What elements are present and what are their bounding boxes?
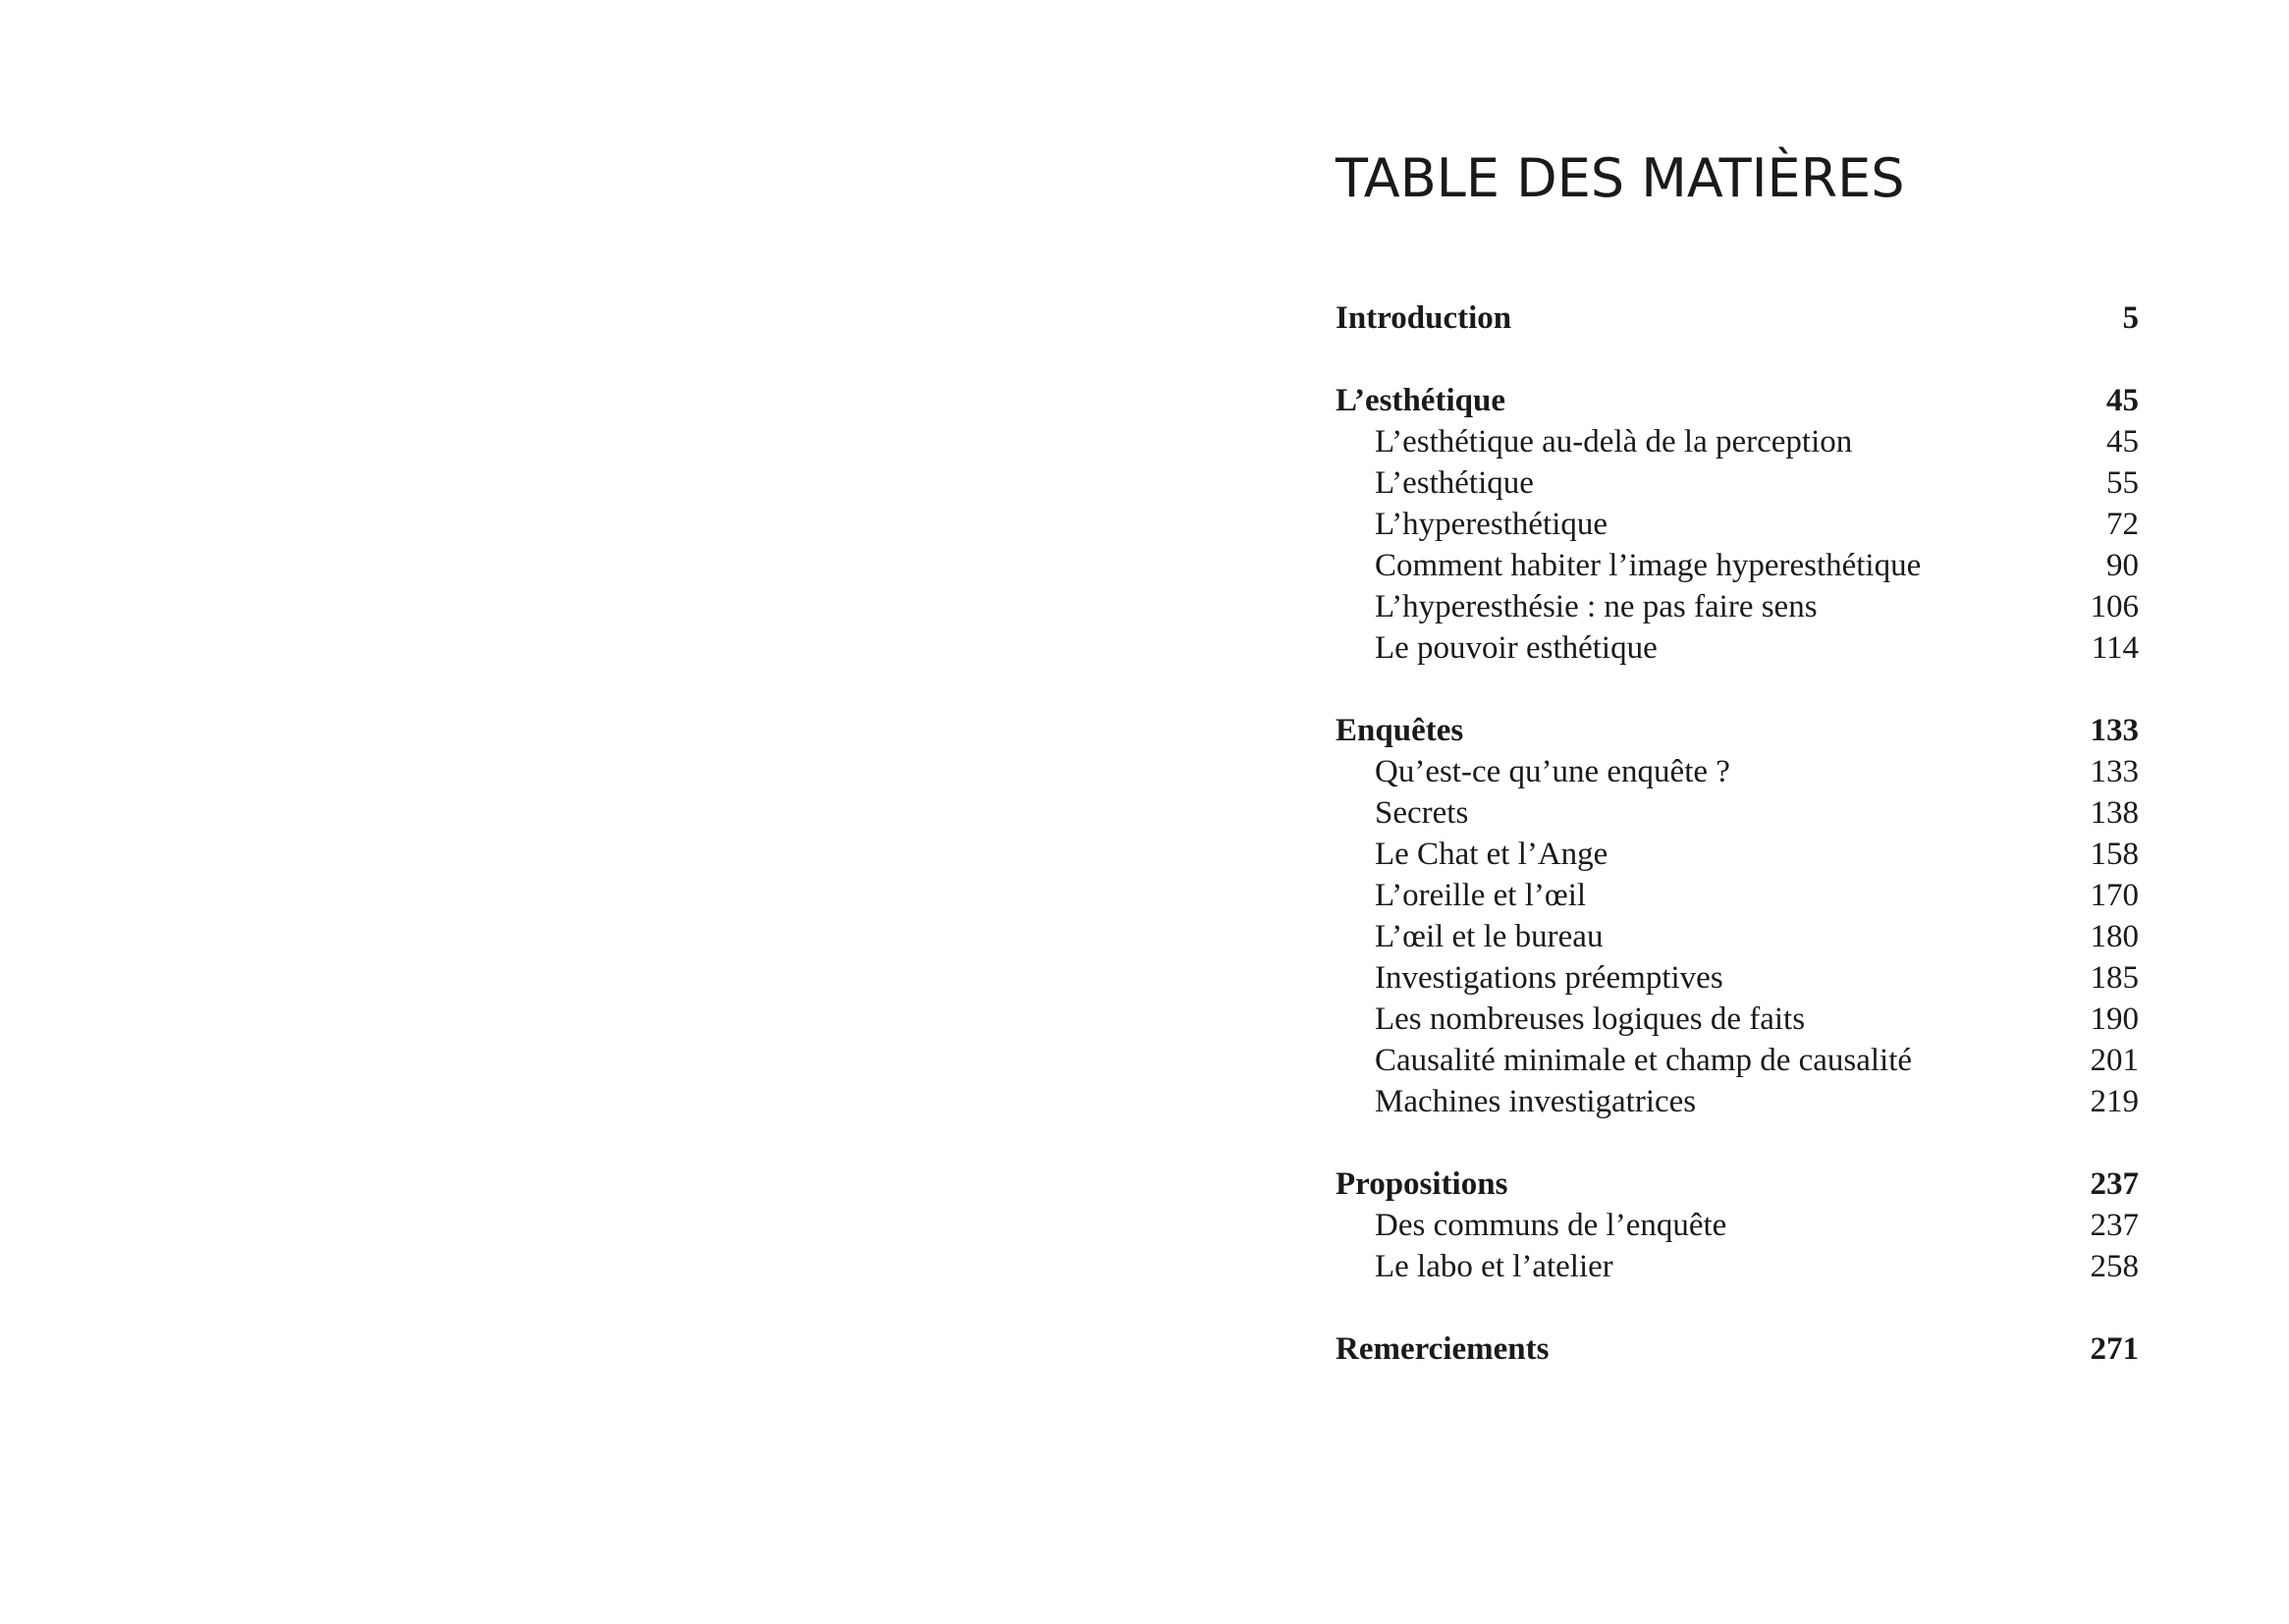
toc-entry-label: L’hyperesthétique (1375, 507, 1608, 542)
toc-entry-label: Les nombreuses logiques de faits (1375, 1001, 1806, 1037)
toc-section-introduction (1335, 298, 2139, 339)
toc-entry-row (1335, 504, 2139, 545)
toc-entry-row (1335, 875, 2139, 916)
toc-heading-row (1335, 298, 2139, 339)
toc-heading-label: Enquêtes (1335, 713, 1464, 748)
toc-entry-page: 185 (2090, 960, 2139, 996)
toc-section-enquetes (1335, 710, 2139, 1122)
toc-entry-label: L’œil et le bureau (1375, 919, 1604, 954)
toc-heading-row (1335, 1328, 2139, 1370)
toc-entry-label: Le Chat et l’Ange (1375, 837, 1608, 872)
toc-entry-page: 106 (2090, 589, 2139, 624)
toc-entry-page: 158 (2090, 837, 2139, 872)
toc-heading-label: Introduction (1335, 300, 1512, 336)
toc-entry-page: 170 (2090, 878, 2139, 913)
toc-heading-row (1335, 710, 2139, 751)
toc-entry-row (1335, 627, 2139, 669)
toc-heading-label: L’esthétique (1335, 383, 1505, 418)
toc-entry-row (1335, 751, 2139, 792)
toc-entry-label: L’esthétique au-delà de la perception (1375, 424, 1853, 460)
toc-entry-row (1335, 1081, 2139, 1122)
toc-entry-row (1335, 792, 2139, 834)
toc-entry-label: Le pouvoir esthétique (1375, 630, 1658, 666)
toc-entry-row (1335, 421, 2139, 462)
toc-entry-label: Comment habiter l’image hyperesthétique (1375, 548, 1922, 583)
toc-heading-label: Remerciements (1335, 1331, 1550, 1367)
table-of-contents (1335, 298, 2139, 1411)
toc-entry-page: 114 (2091, 630, 2139, 666)
toc-entry-row (1335, 834, 2139, 875)
toc-entry-page: 45 (2106, 424, 2139, 460)
toc-entry-page: 258 (2090, 1249, 2139, 1284)
toc-section-esthetique (1335, 380, 2139, 669)
toc-entry-row (1335, 1040, 2139, 1081)
toc-entry-row (1335, 545, 2139, 586)
toc-entry-label: Secrets (1375, 795, 1469, 831)
toc-entry-page: 55 (2106, 465, 2139, 501)
toc-heading-row (1335, 380, 2139, 421)
toc-heading-page: 5 (2122, 300, 2139, 336)
toc-entry-label: Le labo et l’atelier (1375, 1249, 1613, 1284)
toc-entry-page: 201 (2090, 1043, 2139, 1078)
toc-entry-row (1335, 916, 2139, 957)
toc-entry-page: 190 (2090, 1001, 2139, 1037)
toc-entry-row (1335, 462, 2139, 504)
toc-entry-row (1335, 1246, 2139, 1287)
toc-entry-page: 133 (2090, 754, 2139, 789)
toc-heading-label: Propositions (1335, 1166, 1508, 1202)
right-page (1144, 0, 2289, 1624)
toc-entry-page: 180 (2090, 919, 2139, 954)
toc-entry-label: Investigations préemptives (1375, 960, 1723, 996)
toc-heading-row (1335, 1164, 2139, 1205)
toc-entry-label: Causalité minimale et champ de causalité (1375, 1043, 1913, 1078)
toc-entry-label: Machines investigatrices (1375, 1084, 1697, 1119)
toc-entry-label: L’oreille et l’œil (1375, 878, 1587, 913)
toc-entry-label: L’esthétique (1375, 465, 1534, 501)
toc-entry-page: 219 (2090, 1084, 2139, 1119)
page-title: TABLE DES MATIÈRES (1335, 147, 1905, 209)
toc-entry-page: 237 (2090, 1208, 2139, 1243)
toc-heading-page: 133 (2090, 713, 2139, 748)
toc-section-propositions (1335, 1164, 2139, 1287)
left-page-blank (0, 0, 1144, 1624)
toc-entry-label: Qu’est-ce qu’une enquête ? (1375, 754, 1730, 789)
toc-section-remerciements (1335, 1328, 2139, 1370)
toc-entry-label: Des communs de l’enquête (1375, 1208, 1727, 1243)
toc-heading-page: 237 (2090, 1166, 2139, 1202)
toc-heading-page: 271 (2090, 1331, 2139, 1367)
toc-entry-label: L’hyperesthésie : ne pas faire sens (1375, 589, 1818, 624)
toc-heading-page: 45 (2106, 383, 2139, 418)
toc-entry-row (1335, 1205, 2139, 1246)
toc-entry-page: 90 (2106, 548, 2139, 583)
toc-entry-row (1335, 586, 2139, 627)
toc-entry-page: 72 (2106, 507, 2139, 542)
toc-entry-row (1335, 999, 2139, 1040)
toc-entry-page: 138 (2090, 795, 2139, 831)
toc-entry-row (1335, 957, 2139, 999)
